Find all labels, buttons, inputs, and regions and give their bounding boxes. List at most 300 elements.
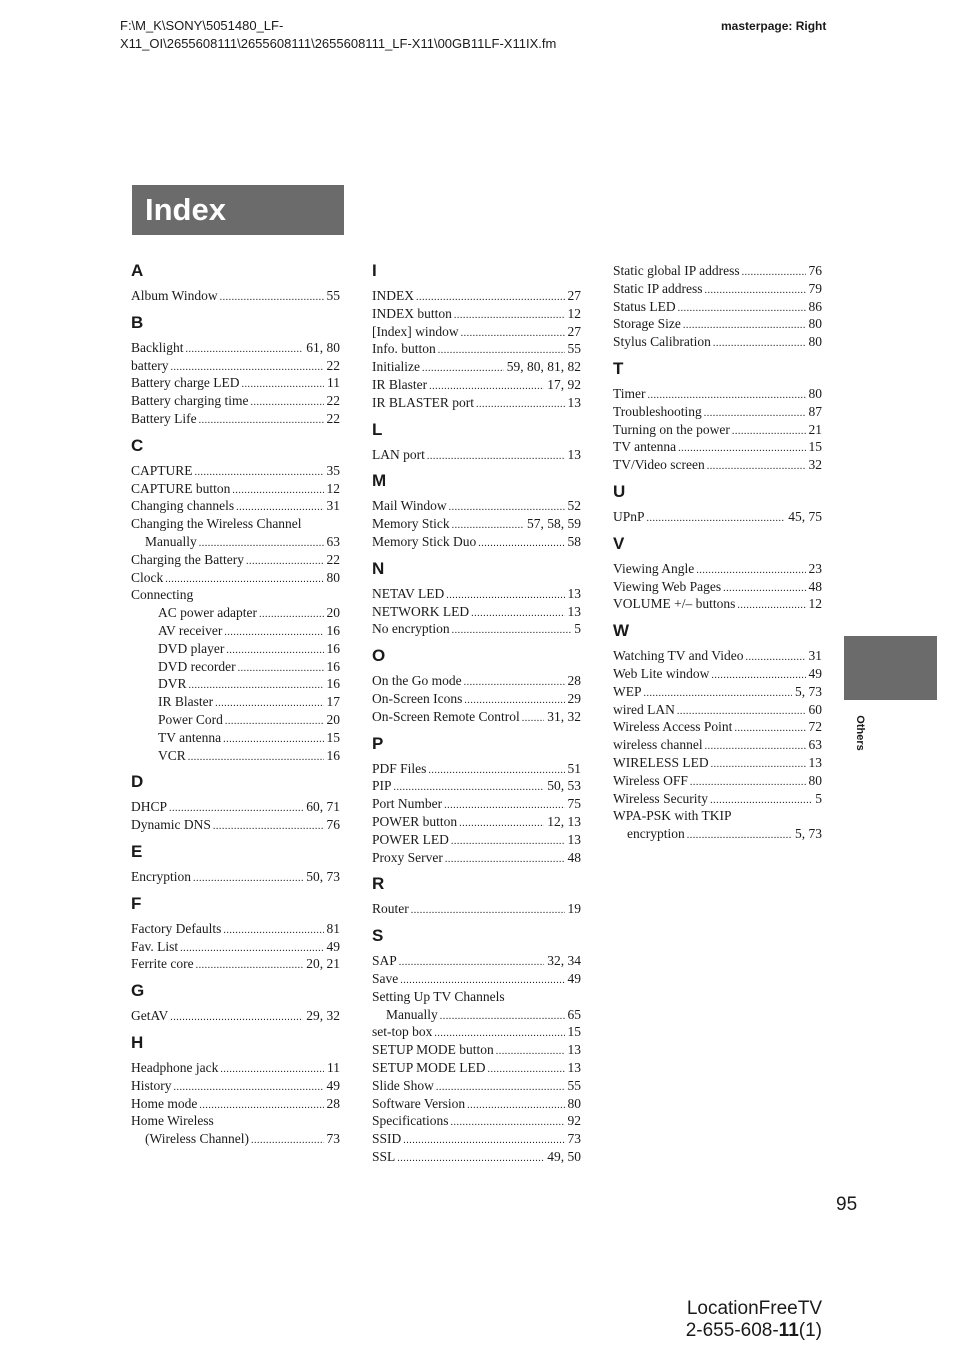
index-entry <box>613 825 822 843</box>
dot-leader <box>399 954 544 972</box>
index-entry <box>613 333 822 351</box>
entry-term: DVD recorder <box>158 658 236 674</box>
index-entry <box>131 1059 340 1077</box>
entry-term: battery <box>131 357 169 373</box>
dot-leader <box>464 674 565 692</box>
entry-term: UPnP <box>613 508 645 524</box>
entry-term: INDEX button <box>372 305 452 321</box>
entry-pages: 11 <box>327 1059 340 1075</box>
index-entry <box>613 508 822 526</box>
index-entry <box>131 1130 340 1148</box>
dot-leader <box>223 731 323 749</box>
entry-term: SSL <box>372 1148 396 1164</box>
entry-term: Initialize <box>372 359 420 375</box>
dot-leader <box>199 1097 323 1115</box>
index-title-banner <box>132 185 344 235</box>
entry-pages: 48 <box>808 578 822 594</box>
dot-leader <box>745 649 805 667</box>
section-letter: G <box>131 981 145 1001</box>
entry-pages: 12, 13 <box>547 813 581 829</box>
entry-term: Dynamic DNS <box>131 817 211 833</box>
index-entry <box>131 747 340 765</box>
entry-term: Manually <box>386 1006 438 1022</box>
file-path-line-2: X11_OI\2655608111\2655608111\2655608111_LF-X11\00GB11LF-X11IX.fm <box>120 36 557 51</box>
entry-term: SETUP MODE LED <box>372 1059 486 1075</box>
entry-term: Connecting <box>131 587 194 603</box>
entry-term: GetAV <box>131 1008 169 1024</box>
entry-pages: 13 <box>567 831 581 847</box>
index-entry <box>372 900 581 918</box>
entry-term: Battery charging time <box>131 393 249 409</box>
entry-pages: 5 <box>815 790 822 806</box>
dot-leader <box>459 815 544 833</box>
section-letter: P <box>372 733 384 753</box>
index-entry <box>131 1095 340 1113</box>
entry-pages: 16 <box>326 658 340 674</box>
index-section <box>372 471 581 550</box>
entry-pages: 16 <box>326 676 340 692</box>
index-entry <box>613 595 822 613</box>
entry-term: Info. button <box>372 341 436 357</box>
index-entry <box>131 693 340 711</box>
entry-term: Static IP address <box>613 280 703 296</box>
entry-term: INDEX <box>372 288 414 303</box>
index-entry <box>131 497 340 515</box>
dot-leader <box>678 300 806 318</box>
index-section <box>372 734 581 867</box>
index-section <box>131 1033 340 1148</box>
index-entry <box>131 1007 340 1025</box>
entry-pages: 72 <box>808 719 822 735</box>
entry-term: Status LED <box>613 298 676 314</box>
index-section <box>372 874 581 918</box>
index-entry <box>131 1077 340 1095</box>
file-path-header <box>120 17 640 53</box>
entry-term: encryption <box>627 826 685 842</box>
index-entry <box>131 729 340 747</box>
index-entry <box>613 736 822 754</box>
entry-pages: 49 <box>326 1077 340 1093</box>
dot-leader <box>241 376 324 394</box>
entry-pages: 13 <box>567 603 581 619</box>
entry-pages: 55 <box>567 341 581 357</box>
entry-pages: 16 <box>326 622 340 638</box>
index-entry <box>131 711 340 729</box>
index-entry <box>372 394 581 412</box>
entry-pages: 60, 71 <box>306 799 340 815</box>
dot-leader <box>478 535 564 553</box>
entry-pages: 28 <box>326 1095 340 1111</box>
dot-leader <box>428 762 564 780</box>
entry-term: Software Version <box>372 1095 466 1111</box>
dot-leader <box>246 553 324 571</box>
index-entry <box>372 340 581 358</box>
entry-term: Battery charge LED <box>131 375 240 391</box>
dot-leader <box>215 695 323 713</box>
dot-leader <box>232 482 323 500</box>
index-column-1 <box>131 261 340 1156</box>
dot-leader <box>732 423 806 441</box>
entry-pages: 49 <box>808 665 822 681</box>
entry-term: Troubleshooting <box>613 403 702 419</box>
section-letter: D <box>131 772 144 792</box>
index-entry <box>613 718 822 736</box>
entry-term: Stylus Calibration <box>613 334 711 350</box>
index-entry <box>372 831 581 849</box>
index-entry <box>372 533 581 551</box>
index-entry <box>372 1059 581 1077</box>
index-section <box>131 772 340 834</box>
section-letter: T <box>613 358 624 378</box>
entry-term: Wireless Access Point <box>613 719 733 735</box>
index-entry <box>613 560 822 578</box>
entry-pages: 80 <box>808 316 822 332</box>
entry-term: Ferrite core <box>131 956 194 972</box>
dot-leader <box>223 922 323 940</box>
section-tab-text: Others <box>854 715 866 751</box>
entry-term: On-Screen Icons <box>372 690 463 706</box>
index-entry <box>131 339 340 357</box>
dot-leader <box>193 870 303 888</box>
index-entry <box>131 955 340 973</box>
dot-leader <box>397 1150 544 1168</box>
entry-pages: 59, 80, 81, 82 <box>506 359 581 375</box>
entry-pages: 80 <box>567 1095 581 1111</box>
entry-term: Encryption <box>131 868 191 884</box>
index-entry <box>372 795 581 813</box>
entry-term: Power Cord <box>158 711 223 727</box>
section-letter: W <box>613 621 630 641</box>
entry-pages: 58 <box>567 533 581 549</box>
entry-term: DVD player <box>158 640 225 656</box>
entry-pages: 13 <box>567 1059 581 1075</box>
index-section <box>372 261 581 412</box>
entry-term: Changing the Wireless Channel <box>131 516 302 532</box>
index-entry <box>613 298 822 316</box>
entry-term: NETAV LED <box>372 585 445 601</box>
entry-term: Fav. List <box>131 938 179 954</box>
entry-term: VCR <box>158 747 186 763</box>
entry-pages: 31 <box>326 498 340 514</box>
index-column-2 <box>372 261 581 1174</box>
entry-pages: 73 <box>326 1131 340 1147</box>
entry-term: TV antenna <box>158 729 222 745</box>
dot-leader <box>723 580 805 598</box>
dot-leader <box>742 264 806 282</box>
dot-leader <box>476 396 564 414</box>
entry-term: Backlight <box>131 339 184 355</box>
entry-pages: 20 <box>326 711 340 727</box>
index-entry <box>131 569 340 587</box>
section-letter: S <box>372 926 384 946</box>
entry-pages: 21 <box>808 421 822 437</box>
index-entry <box>131 551 340 569</box>
entry-pages: 80 <box>808 385 822 401</box>
section-tab <box>844 636 937 700</box>
entry-pages: 27 <box>567 288 581 303</box>
section-letter: R <box>372 874 385 894</box>
index-section <box>372 646 581 725</box>
section-letter: L <box>372 419 383 439</box>
index-section <box>131 313 340 428</box>
index-entry <box>613 790 822 808</box>
entry-pages: 22 <box>326 410 340 426</box>
dot-leader <box>496 1043 565 1061</box>
dot-leader <box>225 713 324 731</box>
entry-pages: 55 <box>567 1077 581 1093</box>
entry-pages: 12 <box>567 305 581 321</box>
entry-pages: 16 <box>326 747 340 763</box>
dot-leader <box>687 827 792 845</box>
entry-pages: 61, 80 <box>306 339 340 355</box>
footer-code-suffix: (1) <box>798 1320 822 1341</box>
entry-pages: 35 <box>326 462 340 478</box>
index-entry <box>372 603 581 621</box>
entry-term: wired LAN <box>613 701 675 717</box>
index-entry <box>131 287 340 305</box>
entry-term: TV antenna <box>613 439 677 455</box>
index-entry <box>372 585 581 603</box>
dot-leader <box>452 622 572 640</box>
entry-term: AC power adapter <box>158 605 257 621</box>
index-entry <box>372 1006 581 1024</box>
index-entry <box>372 287 581 305</box>
section-letter: I <box>372 261 377 280</box>
index-section <box>372 420 581 464</box>
entry-pages: 13 <box>808 754 822 770</box>
index-entry <box>131 604 340 622</box>
entry-pages: 17 <box>326 694 340 710</box>
entry-term: Viewing Web Pages <box>613 578 722 594</box>
entry-pages: 50, 53 <box>547 778 581 794</box>
entry-term: Timer <box>613 385 646 401</box>
entry-pages: 32, 34 <box>547 953 581 969</box>
index-entry <box>613 421 822 439</box>
dot-leader <box>705 738 806 756</box>
dot-leader <box>467 1097 564 1115</box>
index-entry <box>372 849 581 867</box>
index-entry <box>131 868 340 886</box>
entry-pages: 13 <box>567 1042 581 1058</box>
entry-term: WIRELESS LED <box>613 754 709 770</box>
index-entry <box>131 480 340 498</box>
entry-pages: 65 <box>567 1006 581 1022</box>
index-section <box>372 559 581 638</box>
dot-leader <box>711 756 806 774</box>
entry-pages: 17, 92 <box>547 376 581 392</box>
index-section <box>613 359 822 474</box>
index-entry <box>131 920 340 938</box>
dot-leader <box>224 624 323 642</box>
index-entry <box>372 1023 581 1041</box>
section-letter: E <box>131 841 143 861</box>
entry-term: POWER button <box>372 813 458 829</box>
dot-leader <box>445 851 565 869</box>
entry-pages: 63 <box>808 737 822 753</box>
index-entry <box>613 456 822 474</box>
dot-leader <box>226 642 323 660</box>
entry-term: LAN port <box>372 446 425 462</box>
index-entry <box>372 952 581 970</box>
dot-leader <box>451 833 565 851</box>
dot-leader <box>196 957 304 975</box>
entry-pages: 5, 73 <box>795 683 822 699</box>
dot-leader <box>440 1008 565 1026</box>
entry-pages: 20, 21 <box>306 956 340 972</box>
entry-pages: 32 <box>808 457 822 473</box>
entry-pages: 15 <box>567 1024 581 1040</box>
index-entry <box>613 754 822 772</box>
footer-code-prefix: 2-655-608- <box>685 1320 779 1341</box>
dot-leader <box>454 307 565 325</box>
entry-pages: 12 <box>808 596 822 612</box>
entry-pages: 87 <box>808 403 822 419</box>
entry-term: Home mode <box>131 1095 198 1111</box>
index-section <box>613 482 822 526</box>
entry-term: On the Go mode <box>372 673 462 689</box>
entry-pages: 49 <box>326 938 340 954</box>
index-entry <box>131 675 340 693</box>
index-entry <box>613 578 822 596</box>
dot-leader <box>250 394 323 412</box>
entry-term: Album Window <box>131 288 218 303</box>
entry-pages: 27 <box>567 323 581 339</box>
index-entry <box>372 305 581 323</box>
entry-pages: 13 <box>567 446 581 462</box>
entry-pages: 16 <box>326 640 340 656</box>
entry-term: PDF Files <box>372 760 427 776</box>
entry-term: No encryption <box>372 621 450 637</box>
index-entry <box>131 410 340 428</box>
index-entry <box>131 938 340 956</box>
entry-term: SAP <box>372 953 397 969</box>
index-entry <box>613 385 822 403</box>
entry-pages: 75 <box>567 796 581 812</box>
entry-term: On-Screen Remote Control <box>372 708 520 724</box>
entry-term: Proxy Server <box>372 849 443 865</box>
entry-term: DHCP <box>131 799 168 815</box>
index-entry <box>131 640 340 658</box>
entry-pages: 57, 58, 59 <box>527 516 581 532</box>
section-letter: H <box>131 1032 144 1052</box>
index-entry <box>372 1148 581 1166</box>
entry-term: CAPTURE <box>131 462 193 478</box>
dot-leader <box>704 282 805 300</box>
index-entry <box>372 1077 581 1095</box>
entry-term: Wireless OFF <box>613 772 688 788</box>
entry-pages: 49 <box>567 970 581 986</box>
entry-term: Specifications <box>372 1113 449 1129</box>
footer-product: LocationFreeTV <box>686 1298 822 1319</box>
entry-term: WEP <box>613 683 642 699</box>
entry-term: Clock <box>131 569 164 585</box>
index-entry <box>131 658 340 676</box>
index-entry <box>372 970 581 988</box>
index-section <box>131 436 340 765</box>
entry-term: Home Wireless <box>131 1113 214 1129</box>
entry-pages: 45, 75 <box>788 508 822 524</box>
entry-pages: 80 <box>326 569 340 585</box>
index-entry <box>372 1041 581 1059</box>
section-letter: N <box>372 558 385 578</box>
dot-leader <box>522 710 545 728</box>
index-entry <box>372 760 581 778</box>
entry-pages: 76 <box>808 263 822 278</box>
dot-leader <box>713 335 806 353</box>
entry-pages: 79 <box>808 280 822 296</box>
entry-term: PIP <box>372 778 392 794</box>
index-entry <box>613 665 822 683</box>
entry-term: Web Lite window <box>613 665 710 681</box>
entry-term: History <box>131 1077 172 1093</box>
index-entry <box>613 262 822 280</box>
index-entry <box>131 586 340 604</box>
index-entry <box>613 403 822 421</box>
page-title: Index <box>145 192 226 227</box>
entry-term: Watching TV and Video <box>613 648 744 664</box>
dot-leader <box>220 289 324 307</box>
index-entry <box>131 515 340 533</box>
index-entry <box>131 357 340 375</box>
dot-leader <box>488 1061 565 1079</box>
entry-pages: 31, 32 <box>547 708 581 724</box>
entry-pages: 22 <box>326 357 340 373</box>
entry-pages: 19 <box>567 901 581 917</box>
index-entry <box>372 672 581 690</box>
index-entry <box>372 708 581 726</box>
footer <box>686 1298 822 1342</box>
index-entry <box>372 376 581 394</box>
entry-pages: 76 <box>326 817 340 833</box>
entry-term: SSID <box>372 1131 402 1147</box>
index-section <box>131 981 340 1025</box>
index-entry <box>613 647 822 665</box>
entry-pages: 12 <box>326 480 340 496</box>
section-letter: C <box>131 435 144 455</box>
entry-term: Storage Size <box>613 316 681 332</box>
index-entry <box>131 533 340 551</box>
index-entry <box>613 701 822 719</box>
entry-term: Static global IP address <box>613 263 740 278</box>
index-entry <box>131 816 340 834</box>
entry-term: Changing channels <box>131 498 235 514</box>
index-entry <box>613 683 822 701</box>
entry-term: Battery Life <box>131 410 197 426</box>
dot-leader <box>238 660 324 678</box>
dot-leader <box>213 818 324 836</box>
index-entry <box>613 315 822 333</box>
entry-term: Viewing Angle <box>613 560 695 576</box>
index-entry <box>613 280 822 298</box>
entry-term: wireless channel <box>613 737 703 753</box>
entry-term: (Wireless Channel) <box>145 1131 250 1147</box>
entry-term: Wireless Security <box>613 790 709 806</box>
entry-term: [Index] window <box>372 323 459 339</box>
entry-term: CAPTURE button <box>131 480 231 496</box>
index-entry <box>131 462 340 480</box>
entry-term: Mail Window <box>372 498 447 514</box>
index-entry <box>372 515 581 533</box>
entry-pages: 50, 73 <box>306 868 340 884</box>
entry-term: POWER LED <box>372 831 449 847</box>
entry-pages: 80 <box>808 334 822 350</box>
entry-pages: 49, 50 <box>547 1148 581 1164</box>
section-letter: F <box>131 893 142 913</box>
entry-term: Port Number <box>372 796 443 812</box>
dot-leader <box>199 412 324 430</box>
dot-leader <box>450 1114 564 1132</box>
index-entry <box>131 798 340 816</box>
